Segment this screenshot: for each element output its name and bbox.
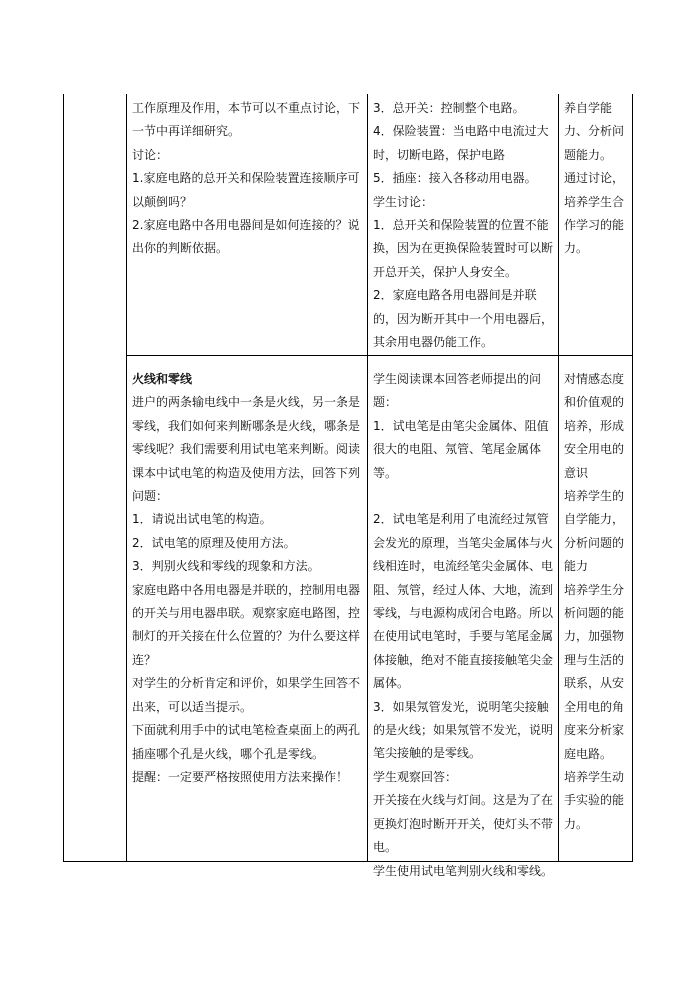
row1-goals-text: 通过讨论，培养学生合作学习的能力。 xyxy=(564,171,625,256)
row1-goals-text: 养自学能力、分析问题能力。 xyxy=(564,101,625,162)
row1-teacher-text: 2.家庭电路中各用电器间是如何连接的？说出你的判断依据。 xyxy=(132,218,360,256)
row1-goals-cell xyxy=(559,94,632,261)
row2-student-text: 学生观察回答： xyxy=(373,769,458,784)
row2-teacher-text: 进户的两条输电线中一条是火线，另一条是零线，我们如何来判断哪条是火线，哪条是零线呢？我们需要利用试电笔来判断。阅读课本中试电笔的构造及使用方法，回答下列问题： xyxy=(132,395,361,504)
row1-student-text: 学生讨论： xyxy=(373,194,434,209)
lesson-plan-table xyxy=(63,94,633,878)
row2-teacher-text: 对学生的分析肯定和评价，如果学生回答不出来，可以适当提示。 xyxy=(132,676,361,714)
row1-student-text: 3．总开关：控制整个电路。 xyxy=(373,101,525,115)
row2-goals-text: 培养学生分析问题的能力，加强物理与生活的联系，从安全用电的角度来分析家庭电路。 xyxy=(564,582,625,761)
row2-teacher-text: 下面就利用手中的试电笔检查桌面上的两孔插座哪个孔是火线，哪个孔是零线。 xyxy=(132,723,361,761)
section-heading: 火线和零线 xyxy=(132,372,193,386)
row2-student-text: 3．如果氖管发光，说明笔尖接触的是火线；如果氖管不发光，说明笔尖接触的是零线。 xyxy=(373,699,554,761)
row2-teacher-text: 1．请说出试电笔的构造。 xyxy=(132,512,272,527)
row2-student-text: 开关接在火线与灯间。这是为了在更换灯泡时断开开关，使灯头不带电。 xyxy=(373,793,554,855)
row2-teacher-cell xyxy=(127,365,367,789)
row1-student-text: 4．保险装置：当电路中电流过大时，切断电路，保护电路 xyxy=(373,124,549,162)
row2-goals-cell xyxy=(559,365,632,836)
row2-goals-text: 培养学生的自学能力，分析问题的能力 xyxy=(564,489,625,574)
row2-goals-text: 培养学生动手实验的能力。 xyxy=(564,769,625,831)
row2-goals-text: 对情感态度和价值观的培养，形成安全用电的意识 xyxy=(564,372,625,480)
row1-student-text: 2．家庭电路各用电器间是并联的，因为断开其中一个用电器后，其余用电器仍能工作。 xyxy=(373,288,554,350)
row2-student-text: 学生使用试电笔判别火线和零线。 xyxy=(373,863,554,878)
row2-student-cell xyxy=(368,365,558,883)
row1-teacher-text: 讨论： xyxy=(132,147,169,162)
paragraph-gap xyxy=(373,485,555,508)
row2-student-text: 1．试电笔是由笔尖金属体、阻值很大的电阻、氖管、笔尾金属体等。 xyxy=(373,418,549,480)
row1-teacher-cell xyxy=(127,94,367,261)
row2-teacher-text: 家庭电路中各用电器是并联的，控制用电器的开关与用电器串联。观察家庭电路图，控制灯的开关接在什么位置的？为什么要这样连？ xyxy=(132,582,361,667)
row2-teacher-text: 3．判别火线和零线的现象和方法。 xyxy=(132,559,320,574)
row-divider xyxy=(126,355,633,356)
row1-student-text: 1．总开关和保险装置的位置不能换，因为在更换保险装置时可以断开总开关，保护人身安全。 xyxy=(373,218,554,279)
row2-student-text: 2．试电笔是利用了电流经过氖管会发光的原理，当笔尖金属体与火线相连时，电流经笔尖金属体、电阻、氖管，经过人体、大地，流到零线，与电源构成闭合电路。所以在使用试电笔时，手要与笔尾金属体接触，绝对不能直接接触笔尖金属体。 xyxy=(373,512,554,691)
row1-teacher-text: 1.家庭电路的总开关和保险装置连接顺序可以颠倒吗？ xyxy=(132,171,360,209)
row1-student-text: 5．插座：接入各移动用电器。 xyxy=(373,171,537,186)
row2-teacher-text: 提醒：一定要严格按照使用方法来操作！ xyxy=(132,769,349,784)
row2-student-text: 学生阅读课本回答老师提出的问题： xyxy=(373,372,542,410)
row2-teacher-text: 2．试电笔的原理及使用方法。 xyxy=(132,535,296,550)
row1-student-cell xyxy=(368,94,558,354)
table-border-left xyxy=(63,94,64,862)
row1-teacher-text: 工作原理及作用，本节可以不重点讨论，下一节中再详细研究。 xyxy=(132,101,361,139)
table-border-right xyxy=(632,94,633,862)
